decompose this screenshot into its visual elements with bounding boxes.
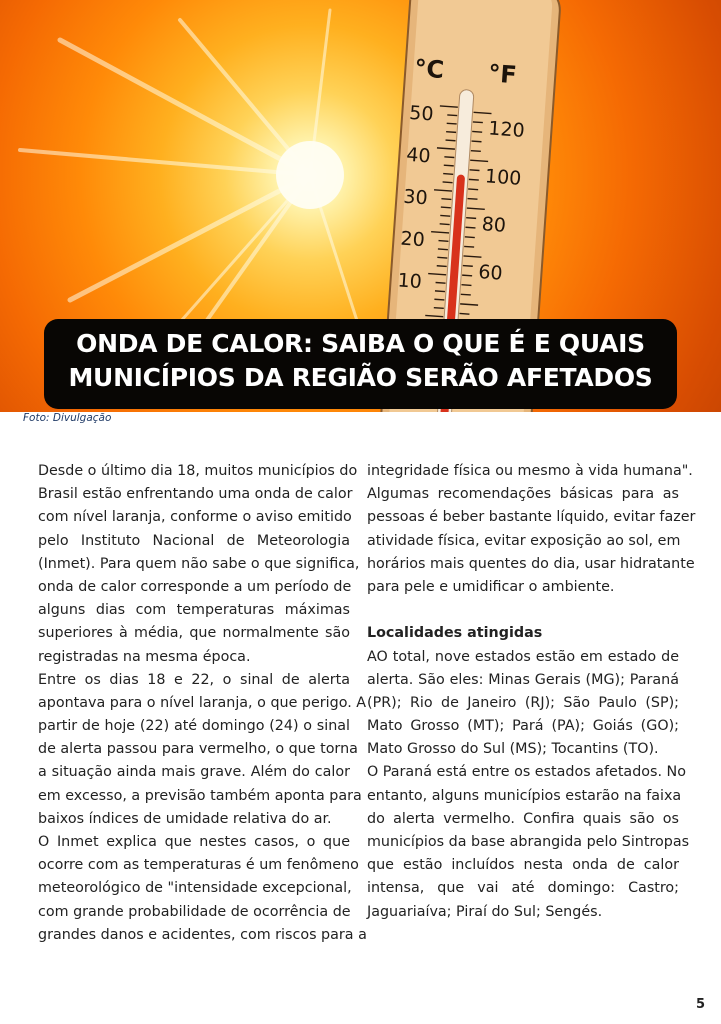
text-line: Jaguariaíva; Piraí do Sul; Sengés.: [367, 903, 603, 920]
text-line: pelo Instituto Nacional de Meteorologia: [38, 532, 350, 549]
text-line: superiores à média, que normalmente são: [38, 625, 350, 642]
text-line: de alerta passou para vermelho, o que torna: [38, 741, 358, 758]
text-line: em excesso, a previsão também aponta para: [38, 787, 362, 804]
text-line: AO total, nove estados estão em estado de: [367, 648, 679, 665]
page-number: 5: [696, 997, 706, 1012]
text-line: ocorre com as temperaturas é um fenômeno: [38, 857, 359, 874]
text-line: Mato Grosso (MT); Pará (PA); Goiás (GO);: [367, 718, 679, 735]
celsius-tick-30: 30: [402, 185, 429, 210]
text-line: O Inmet explica que nestes casos, o que: [38, 834, 350, 850]
text-line: Entre os dias 18 e 22, o sinal de alerta: [38, 671, 350, 688]
text-line: onda de calor corresponde a um período de: [38, 578, 352, 595]
photo-credit: Foto: Divulgação: [23, 412, 112, 424]
text-line: a situação ainda mais grave. Além do calor: [38, 764, 350, 781]
left-column: [38, 460, 367, 947]
text-line: Mato Grosso do Sul (MS); Tocantins (TO).: [367, 741, 659, 758]
text-line: Algumas recomendações básicas para as: [367, 486, 679, 503]
text-line: baixos índices de umidade relativa do ar.: [38, 810, 332, 827]
fahrenheit-tick-100: 100: [484, 165, 523, 190]
headline-line-1: ONDA DE CALOR: SAIBA O QUE É E QUAIS: [76, 329, 645, 358]
right-column: [367, 460, 696, 924]
text-line: Brasil estão enfrentando uma onda de calor: [38, 486, 353, 503]
fahrenheit-tick-80: 80: [480, 213, 507, 237]
text-line: O Paraná está entre os estados afetados. No: [367, 764, 686, 781]
text-line: Desde o último dia 18, muitos municípios do: [38, 463, 358, 479]
text-line: apontava para o nível laranja, o que perigo. A: [38, 694, 367, 711]
celsius-tick-20: 20: [399, 227, 426, 252]
celsius-tick-40: 40: [405, 143, 432, 168]
headline-line-2: MUNICÍPIOS DA REGIÃO SERÃO AFETADOS: [68, 363, 653, 392]
text-line: meteorológico de "intensidade excepcional,: [38, 880, 352, 897]
text-line: municípios da base abrangida pelo Sintropas: [367, 834, 690, 850]
text-line: grandes danos e acidentes, com riscos para a: [38, 926, 367, 943]
fahrenheit-tick-120: 120: [487, 117, 526, 142]
right-column-intro: [367, 460, 696, 599]
text-line: com grande probabilidade de ocorrência de: [38, 903, 351, 920]
text-line: intensa, que vai até domingo: Castro;: [367, 880, 679, 897]
text-line: (PR); Rio de Janeiro (RJ); São Paulo (SP);: [367, 694, 679, 711]
fahrenheit-tick-60: 60: [477, 261, 504, 285]
fahrenheit-unit-label: °F: [487, 59, 518, 90]
text-line: que estão incluídos nesta onda de calor: [367, 857, 679, 874]
text-line: integridade física ou mesmo à vida humana".: [367, 463, 693, 479]
text-line: registradas na mesma época.: [38, 648, 251, 665]
text-line: (Inmet). Para quem não sabe o que significa,: [38, 555, 360, 572]
text-line: alerta. São eles: Minas Gerais (MG); Paraná: [367, 671, 679, 688]
text-line: horários mais quentes do dia, usar hidratante: [367, 555, 695, 572]
celsius-tick-10: 10: [396, 269, 423, 294]
text-line: entanto, alguns municípios estarão na faixa: [367, 787, 682, 804]
text-line: atividade física, evitar exposição ao sol, em: [367, 532, 681, 549]
text-line: com nível laranja, conforme o aviso emitido: [38, 509, 352, 526]
section-heading: Localidades atingidas: [367, 625, 543, 642]
text-line: partir de hoje (22) até domingo (24) o sinal: [38, 718, 350, 735]
text-line: alguns dias com temperaturas máximas: [38, 602, 350, 619]
right-column-body: [367, 646, 690, 924]
text-line: do alerta vermelho. Confira quais são os: [367, 810, 679, 827]
paragraph-gap: [367, 599, 679, 622]
celsius-tick-50: 50: [408, 101, 435, 126]
text-line: para pele e umidificar o ambiente.: [367, 578, 615, 595]
text-line: pessoas é beber bastante líquido, evitar fazer: [367, 509, 696, 526]
celsius-unit-label: °C: [413, 54, 446, 85]
